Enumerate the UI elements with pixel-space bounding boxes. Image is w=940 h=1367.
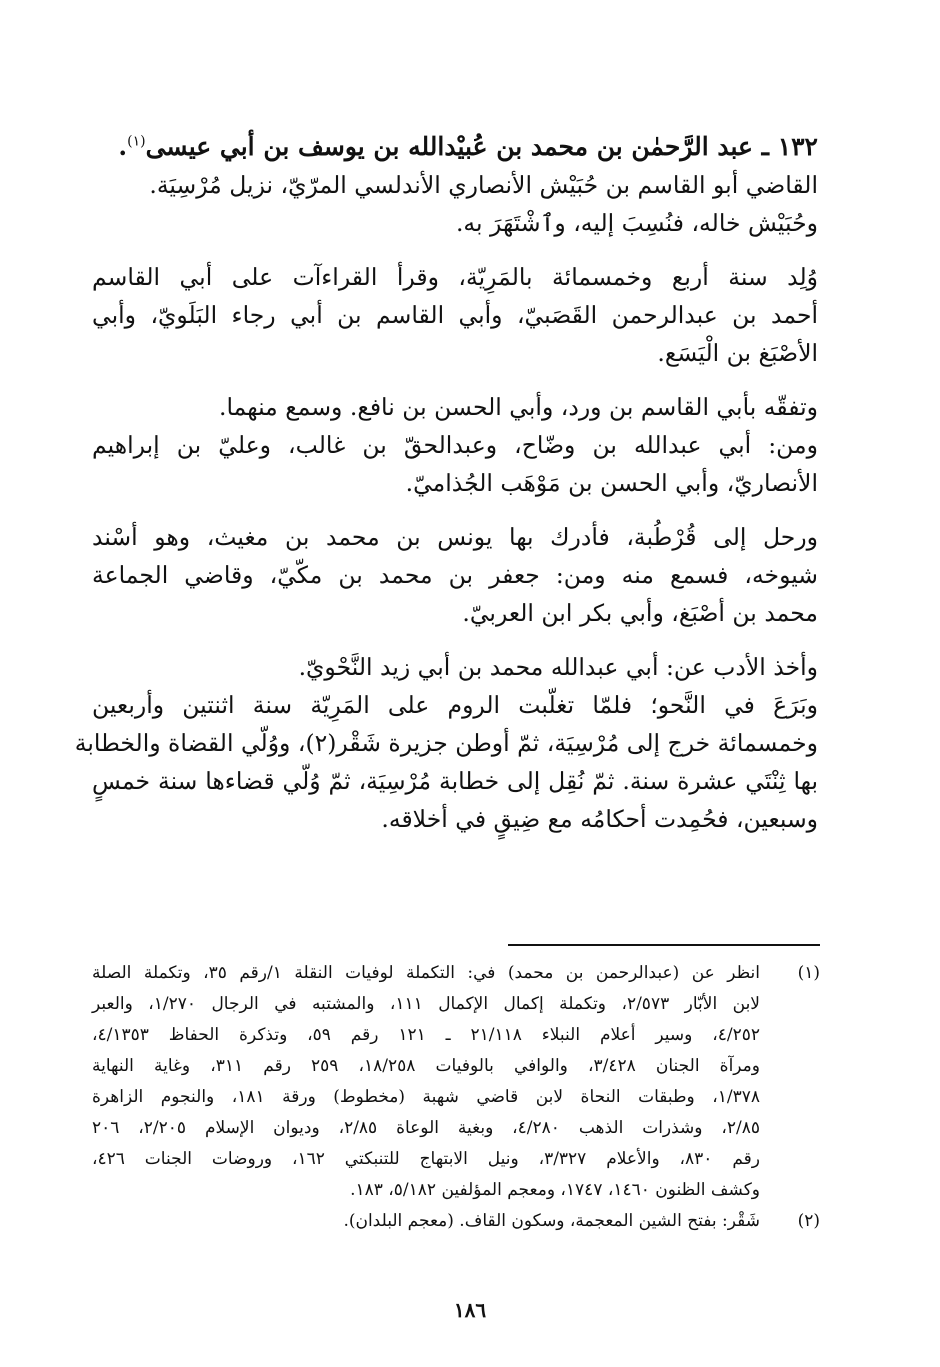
paragraph-3	[92, 388, 818, 502]
page-number: ١٨٦	[453, 1298, 487, 1322]
footnote-number: (٢)	[797, 1211, 820, 1231]
paragraph-2	[92, 258, 818, 372]
footnote-line: ٤/٢٥٢، وسير أعلام النبلاء ٢١/١١٨ ـ ١٢١ رقم ٥٩، وتذكرة الحفاظ ٤/١٣٥٣،	[92, 1025, 760, 1045]
text-line: ومن: أبي عبدالله بن وضّاح، وعبدالحقّ بن غالب، وعليّ بن إبراهيم	[92, 431, 818, 459]
footnote-line: ٢/٨٥، وشذرات الذهب ٤/٢٨٠، وبغية الوعاة ٢/٨٥، وديوان الإسلام ٢/٢٠٥، ٢٠٦	[92, 1118, 761, 1138]
footnote-divider	[508, 944, 820, 946]
footnote-line: ومرآة الجنان ٣/٤٢٨، والوافي بالوفيات ١٨/٢٥٨، ٢٥٩ رقم ٣١١، وغاية النهاية	[92, 1056, 760, 1076]
text-line: وُلِد سنة أربع وخمسمائة بالمَرِيّة، وقرأ القراءآت على أبي القاسم	[92, 263, 818, 291]
text-line: ورحل إلى قُرْطُبة، فأدرك بها يونس بن محمد بن مغيث، وهو أسْند	[92, 523, 818, 551]
text-line: شيوخه، فسمع منه ومن: جعفر بن محمد بن مكّيّ، وقاضي الجماعة	[92, 561, 818, 589]
paragraph-5	[74, 648, 818, 838]
footnotes	[92, 958, 820, 1237]
text-line: الأصْبَغ بن الْيَسَع.	[657, 339, 818, 367]
text-line: وحُبَيْش خاله، فنُسِبَ إليه، وٱشْتَهَرَ به.	[455, 209, 818, 237]
text-line: وخمسمائة خرج إلى مُرْسِيَة، ثمّ أوطن جزيرة شَقْر(٢)، ووُلّي القضاة والخطابة	[74, 729, 818, 757]
footnote-number: (١)	[797, 963, 820, 983]
footnote-2	[92, 1206, 820, 1237]
main-text	[74, 128, 818, 838]
footnote-line: شَقْر: بفتح الشين المعجمة، وسكون القاف. (معجم البلدان).	[343, 1211, 760, 1231]
footnote-line: رقم ٨٣٠، والأعلام ٣/٣٢٧، ونيل الابتهاج للتنبكتي ١٦٢، وروضات الجنات ٤٢٦،	[92, 1149, 760, 1169]
entry-heading-text: ١٣٢ ـ عبد الرَّحمٰن بن محمد بن عُبيْدالله بن يوسف بن أبي عيسى	[145, 132, 818, 161]
footnote-line: انظر عن (عبدالرحمن بن محمد) في: التكملة لوفيات النقلة ١/رقم ٣٥، وتكملة الصلة	[92, 963, 760, 983]
footnote-line: وكشف الظنون ١٤٦٠، ١٧٤٧، ومعجم المؤلفين ٥/١٨٢، ١٨٣.	[350, 1180, 760, 1200]
entry-heading	[92, 128, 818, 166]
text-line: القاضي أبو القاسم بن حُبَيْش الأنصاري الأندلسي المرّيّ، نزيل مُرْسِيَة.	[149, 171, 818, 199]
text-line: الأنصاريّ، وأبي الحسن بن مَوْهَب الجُذاميّ.	[405, 469, 818, 497]
text-line: وأخذ الأدب عن: أبي عبدالله محمد بن أبي زيد النَّحْويّ.	[298, 653, 818, 681]
footnote-1	[92, 958, 820, 1206]
text-line: بها ثِنْتَي عشرة سنة. ثمّ نُقِل إلى خطابة مُرْسِيَة، ثمّ وُلّي قضاءها سنة خمسٍ	[92, 767, 818, 795]
text-line: وبَرَعَ في النَّحو؛ فلمّا تغلّبت الروم على المَرِيّة سنة اثنتين وأربعين	[92, 691, 818, 719]
text-line: أحمد بن عبدالرحمن القَصَبيّ، وأبي القاسم بن أبي رجاء البَلَويّ، وأبي	[92, 301, 818, 329]
footnote-line: ١/٣٧٨، وطبقات النحاة لابن قاضي شهبة (مخطوط) ورقة ١٨١، والنجوم الزاهرة	[92, 1087, 760, 1107]
footnote-ref-1: (١)	[127, 133, 146, 150]
heading-end: .	[118, 132, 128, 161]
text-line: وتفقّه بأبي القاسم بن ورد، وأبي الحسن بن نافع. وسمع منهما.	[219, 393, 818, 421]
paragraph-1	[92, 166, 818, 242]
paragraph-4	[92, 518, 818, 632]
text-line: وسبعين، فحُمِدت أحكامُه مع ضِيقٍ في أخلاقه.	[381, 805, 818, 833]
footnote-line: لابن الأبّار ٢/٥٧٣، وتكملة إكمال الإكمال ١١١، والمشتبه في الرجال ١/٢٧٠، والعبر	[92, 994, 760, 1014]
text-line: محمد بن أصْبَغ، وأبي بكر ابن العربيّ.	[462, 599, 818, 627]
